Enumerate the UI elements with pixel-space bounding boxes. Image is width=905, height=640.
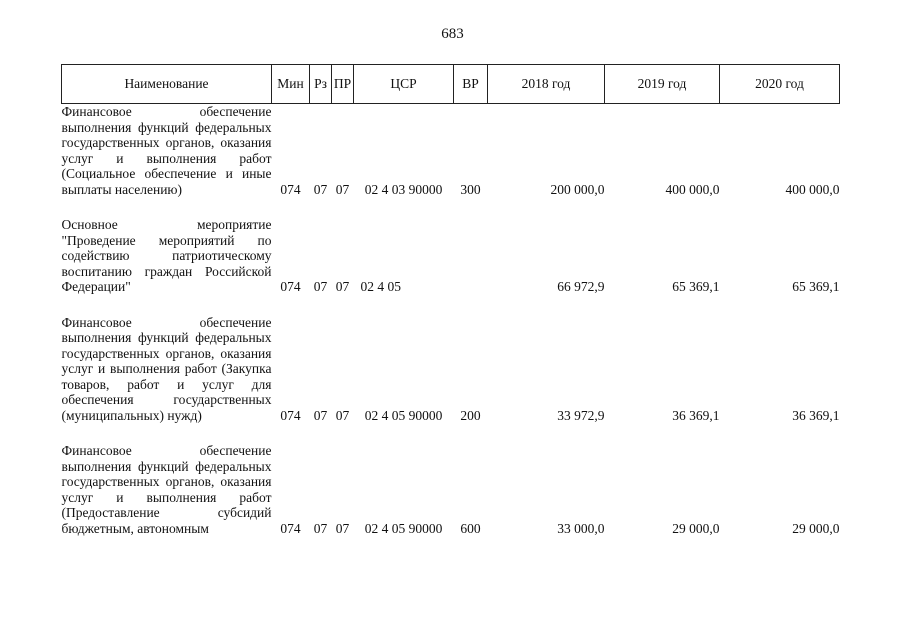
row-pr: 07: [335, 407, 350, 423]
header-rz: Рз: [310, 65, 332, 104]
header-2020: 2020 год: [720, 65, 840, 104]
row-min: 074: [280, 279, 301, 294]
row-min: 074: [280, 520, 301, 536]
row-vr: 300: [460, 181, 481, 197]
header-name: Наименование: [62, 65, 272, 104]
row-spacer: [62, 197, 840, 217]
row-name: Финансовое обеспечение выполнения функций федеральных государственных органов, оказания услуг и выполнения работ (Социальное обеспечение и иные выплаты населению): [61, 104, 272, 197]
row-name: Финансовое обеспечение выполнения функций федеральных государственных органов, оказания услуг и выполнения работ (Закупка товаров, работ и услуг для обеспечения государственных (муниципальных) нужд): [61, 314, 272, 423]
row-vr: 200: [460, 407, 481, 423]
row-rz: 07: [313, 520, 328, 536]
row-2020: 400 000,0: [785, 181, 840, 197]
row-name: Основное мероприятие "Проведение мероприятий по содействию патриотическому воспитанию граждан Российской Федерации": [61, 217, 272, 294]
row-2018: 33 972,9: [557, 407, 605, 423]
row-spacer: [62, 295, 840, 315]
row-2019: 400 000,0: [665, 181, 720, 197]
row-2019: 29 000,0: [672, 520, 720, 536]
header-vr: ВР: [454, 65, 488, 104]
page-number: 683: [441, 26, 464, 42]
header-2018: 2018 год: [488, 65, 605, 104]
row-rz: 07: [313, 279, 328, 294]
row-spacer: [62, 423, 840, 443]
table-row: [62, 217, 840, 295]
row-csr: 02 4 05 90000: [364, 520, 443, 536]
table-header-row: [62, 65, 840, 104]
header-2019: 2019 год: [605, 65, 720, 104]
row-2018: 200 000,0: [550, 181, 605, 197]
row-rz: 07: [313, 407, 328, 423]
row-min: 074: [280, 407, 301, 423]
row-vr: [454, 217, 488, 295]
row-2019: 65 369,1: [672, 279, 720, 294]
row-csr: 02 4 05 90000: [364, 407, 443, 423]
row-min: 074: [280, 181, 301, 197]
row-2018: 33 000,0: [557, 520, 605, 536]
row-pr: 07: [335, 181, 350, 197]
row-csr: 02 4 05: [360, 279, 401, 294]
header-min: Мин: [272, 65, 310, 104]
row-2020: 36 369,1: [792, 407, 840, 423]
row-2020: 29 000,0: [792, 520, 840, 536]
row-csr: 02 4 03 90000: [364, 181, 443, 197]
budget-table: [61, 64, 840, 536]
header-pr: ПР: [332, 65, 354, 104]
table-row: [62, 443, 840, 536]
header-csr: ЦСР: [354, 65, 454, 104]
row-2019: 36 369,1: [672, 407, 720, 423]
row-pr: 07: [335, 520, 350, 536]
row-2018: 66 972,9: [557, 279, 605, 294]
table-row: [62, 104, 840, 198]
row-2020: 65 369,1: [792, 279, 840, 294]
table-row: [62, 315, 840, 424]
row-rz: 07: [313, 181, 328, 197]
row-name: Финансовое обеспечение выполнения функций федеральных государственных органов, оказания услуг и выполнения работ (Предоставление субсидий бюджетным, автономным: [61, 443, 272, 536]
row-pr: 07: [335, 279, 350, 294]
row-vr: 600: [460, 520, 481, 536]
